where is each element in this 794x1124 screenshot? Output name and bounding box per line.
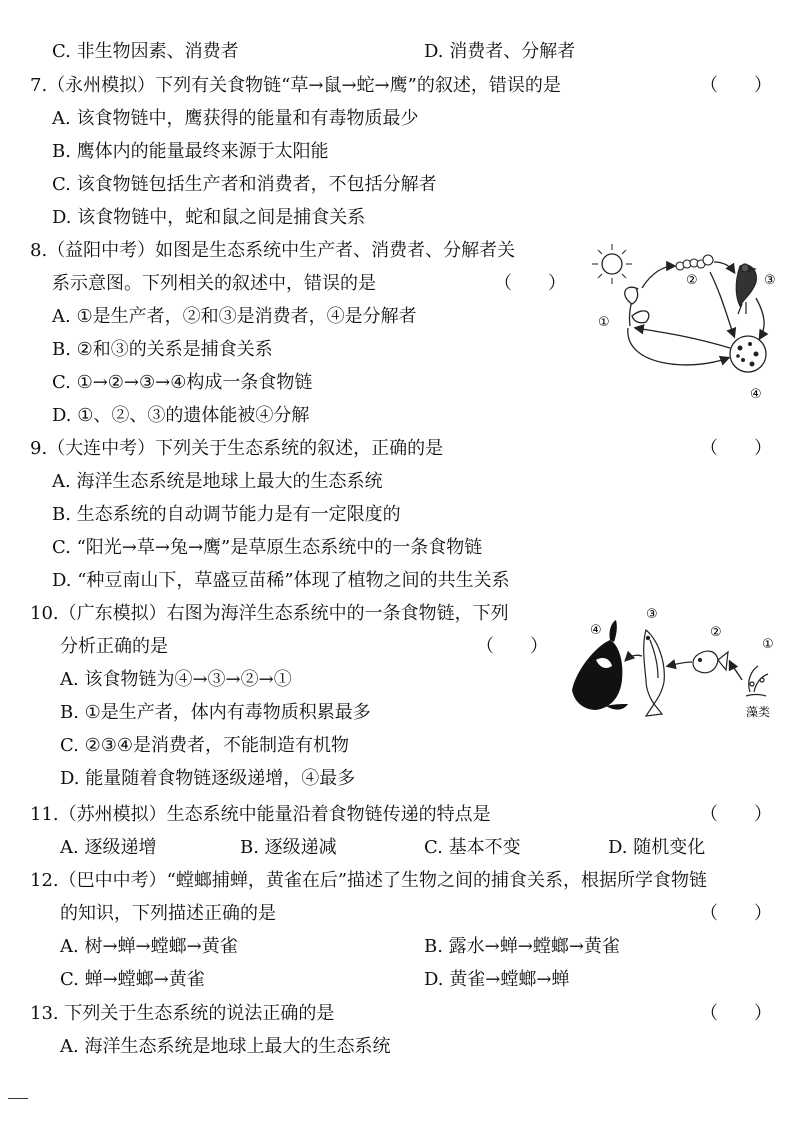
q10-label-2: ② (710, 625, 722, 640)
arrow-decomposer-to-plant (636, 328, 730, 348)
caterpillar-icon (676, 255, 713, 270)
q11-option-a: A. 逐级递增 (60, 837, 157, 858)
q9-option-b: B. 生态系统的自动调节能力是有一定限度的 (52, 504, 401, 525)
q10-stem-line2: 分析正确的是 (60, 636, 168, 657)
q8-label-4: ④ (750, 387, 762, 402)
sun-icon (592, 244, 632, 284)
q8-answer-paren[interactable]: （ ） (494, 273, 566, 294)
q8-stem-line2: 系示意图。下列相关的叙述中，错误的是 (52, 273, 376, 294)
q12-option-a: A. 树→蝉→螳螂→黄雀 (60, 936, 238, 957)
q9-answer-paren[interactable]: （ ） (700, 438, 772, 459)
q10-label-3: ③ (646, 607, 658, 622)
q13-option-a: A. 海洋生态系统是地球上最大的生态系统 (60, 1036, 391, 1057)
q9-stem: 9.（大连中考）下列关于生态系统的叙述，正确的是 (30, 438, 444, 459)
q10-marine-food-chain-figure (566, 600, 786, 730)
q10-label-1: ① (762, 637, 774, 652)
q6-option-c: C. 非生物因素、消费者 (52, 41, 239, 62)
q9-option-a: A. 海洋生态系统是地球上最大的生态系统 (52, 471, 383, 492)
arrow-plant-to-insect (642, 266, 674, 288)
q8-option-c: C. ①→②→③→④构成一条食物链 (52, 372, 313, 393)
q10-algae-label: 藻类 (746, 705, 771, 719)
q10-answer-paren[interactable]: （ ） (476, 636, 548, 657)
q13-answer-paren[interactable]: （ ） (700, 1003, 772, 1024)
q12-option-d: D. 黄雀→螳螂→蝉 (424, 969, 570, 990)
arrow-bird-to-decomposer (756, 298, 764, 338)
q8-option-b: B. ②和③的关系是捕食关系 (52, 339, 273, 360)
q7-option-b: B. 鹰体内的能量最终来源于太阳能 (52, 141, 329, 162)
arrow-plant-to-decomposer (628, 328, 728, 365)
arrow-insect-to-bird (714, 262, 734, 272)
arrow-small-fish-to-large-fish (668, 662, 692, 666)
q9-option-d: D. “种豆南山下，草盛豆苗稀”体现了植物之间的共生关系 (52, 570, 510, 591)
q7-stem: 7.（永州模拟）下列有关食物链“草→鼠→蛇→鹰”的叙述，错误的是 (30, 75, 561, 96)
arrow-algae-to-small-fish (730, 662, 742, 680)
q8-option-d: D. ①、②、③的遗体能被④分解 (52, 405, 310, 426)
q6-option-d: D. 消费者、分解者 (424, 41, 576, 62)
q8-stem-line1: 8.（益阳中考）如图是生态系统中生产者、消费者、分解者关 (30, 240, 516, 261)
large-fish-icon (644, 630, 665, 716)
q10-option-c: C. ②③④是消费者，不能制造有机物 (60, 735, 349, 756)
q7-option-c: C. 该食物链包括生产者和消费者，不包括分解者 (52, 174, 437, 195)
q7-option-a: A. 该食物链中，鹰获得的能量和有毒物质最少 (52, 108, 419, 129)
q8-label-3: ③ (764, 273, 776, 288)
q12-stem-line2: 的知识，下列描述正确的是 (60, 903, 276, 924)
q10-option-a: A. 该食物链为④→③→②→① (60, 669, 292, 690)
decomposer-icon (730, 336, 766, 372)
q11-stem: 11.（苏州模拟）生态系统中能量沿着食物链传递的特点是 (30, 804, 491, 825)
bird-icon (736, 264, 756, 314)
arrow-large-fish-to-orca (626, 655, 642, 660)
q12-stem-line1: 12.（巴中中考）“螳螂捕蝉，黄雀在后”描述了生物之间的捕食关系，根据所学食物链 (30, 870, 708, 891)
q12-option-b: B. 露水→蝉→螳螂→黄雀 (424, 936, 620, 957)
algae-icon (746, 666, 768, 696)
q8-option-a: A. ①是生产者，②和③是消费者，④是分解者 (52, 306, 417, 327)
q13-stem: 13. 下列关于生态系统的说法正确的是 (30, 1003, 335, 1024)
q8-ecosystem-figure (580, 236, 790, 406)
q12-option-c: C. 蝉→螳螂→黄雀 (60, 969, 205, 990)
q11-answer-paren[interactable]: （ ） (700, 804, 772, 825)
q11-option-c: C. 基本不变 (424, 837, 521, 858)
q10-label-4: ④ (590, 623, 602, 638)
small-fish-icon (693, 651, 728, 673)
q10-stem-line1: 10.（广东模拟）右图为海洋生态系统中的一条食物链，下列 (30, 603, 509, 624)
q7-option-d: D. 该食物链中，蛇和鼠之间是捕食关系 (52, 207, 366, 228)
plant-icon (625, 287, 649, 326)
q11-option-d: D. 随机变化 (608, 837, 706, 858)
q11-option-b: B. 逐级递减 (240, 837, 337, 858)
q10-option-b: B. ①是生产者，体内有毒物质积累最多 (60, 702, 371, 723)
q12-answer-paren[interactable]: （ ） (700, 903, 772, 924)
q7-answer-paren[interactable]: （ ） (700, 75, 772, 96)
q10-option-d: D. 能量随着食物链逐级递增，④最多 (60, 768, 356, 789)
q8-label-2: ② (686, 273, 698, 288)
q9-option-c: C. “阳光→草→兔→鹰”是草原生态系统中的一条食物链 (52, 537, 483, 558)
q8-label-1: ① (598, 315, 610, 330)
arrow-insect-to-decomposer (710, 272, 734, 336)
page-footer-rule (8, 1098, 28, 1099)
